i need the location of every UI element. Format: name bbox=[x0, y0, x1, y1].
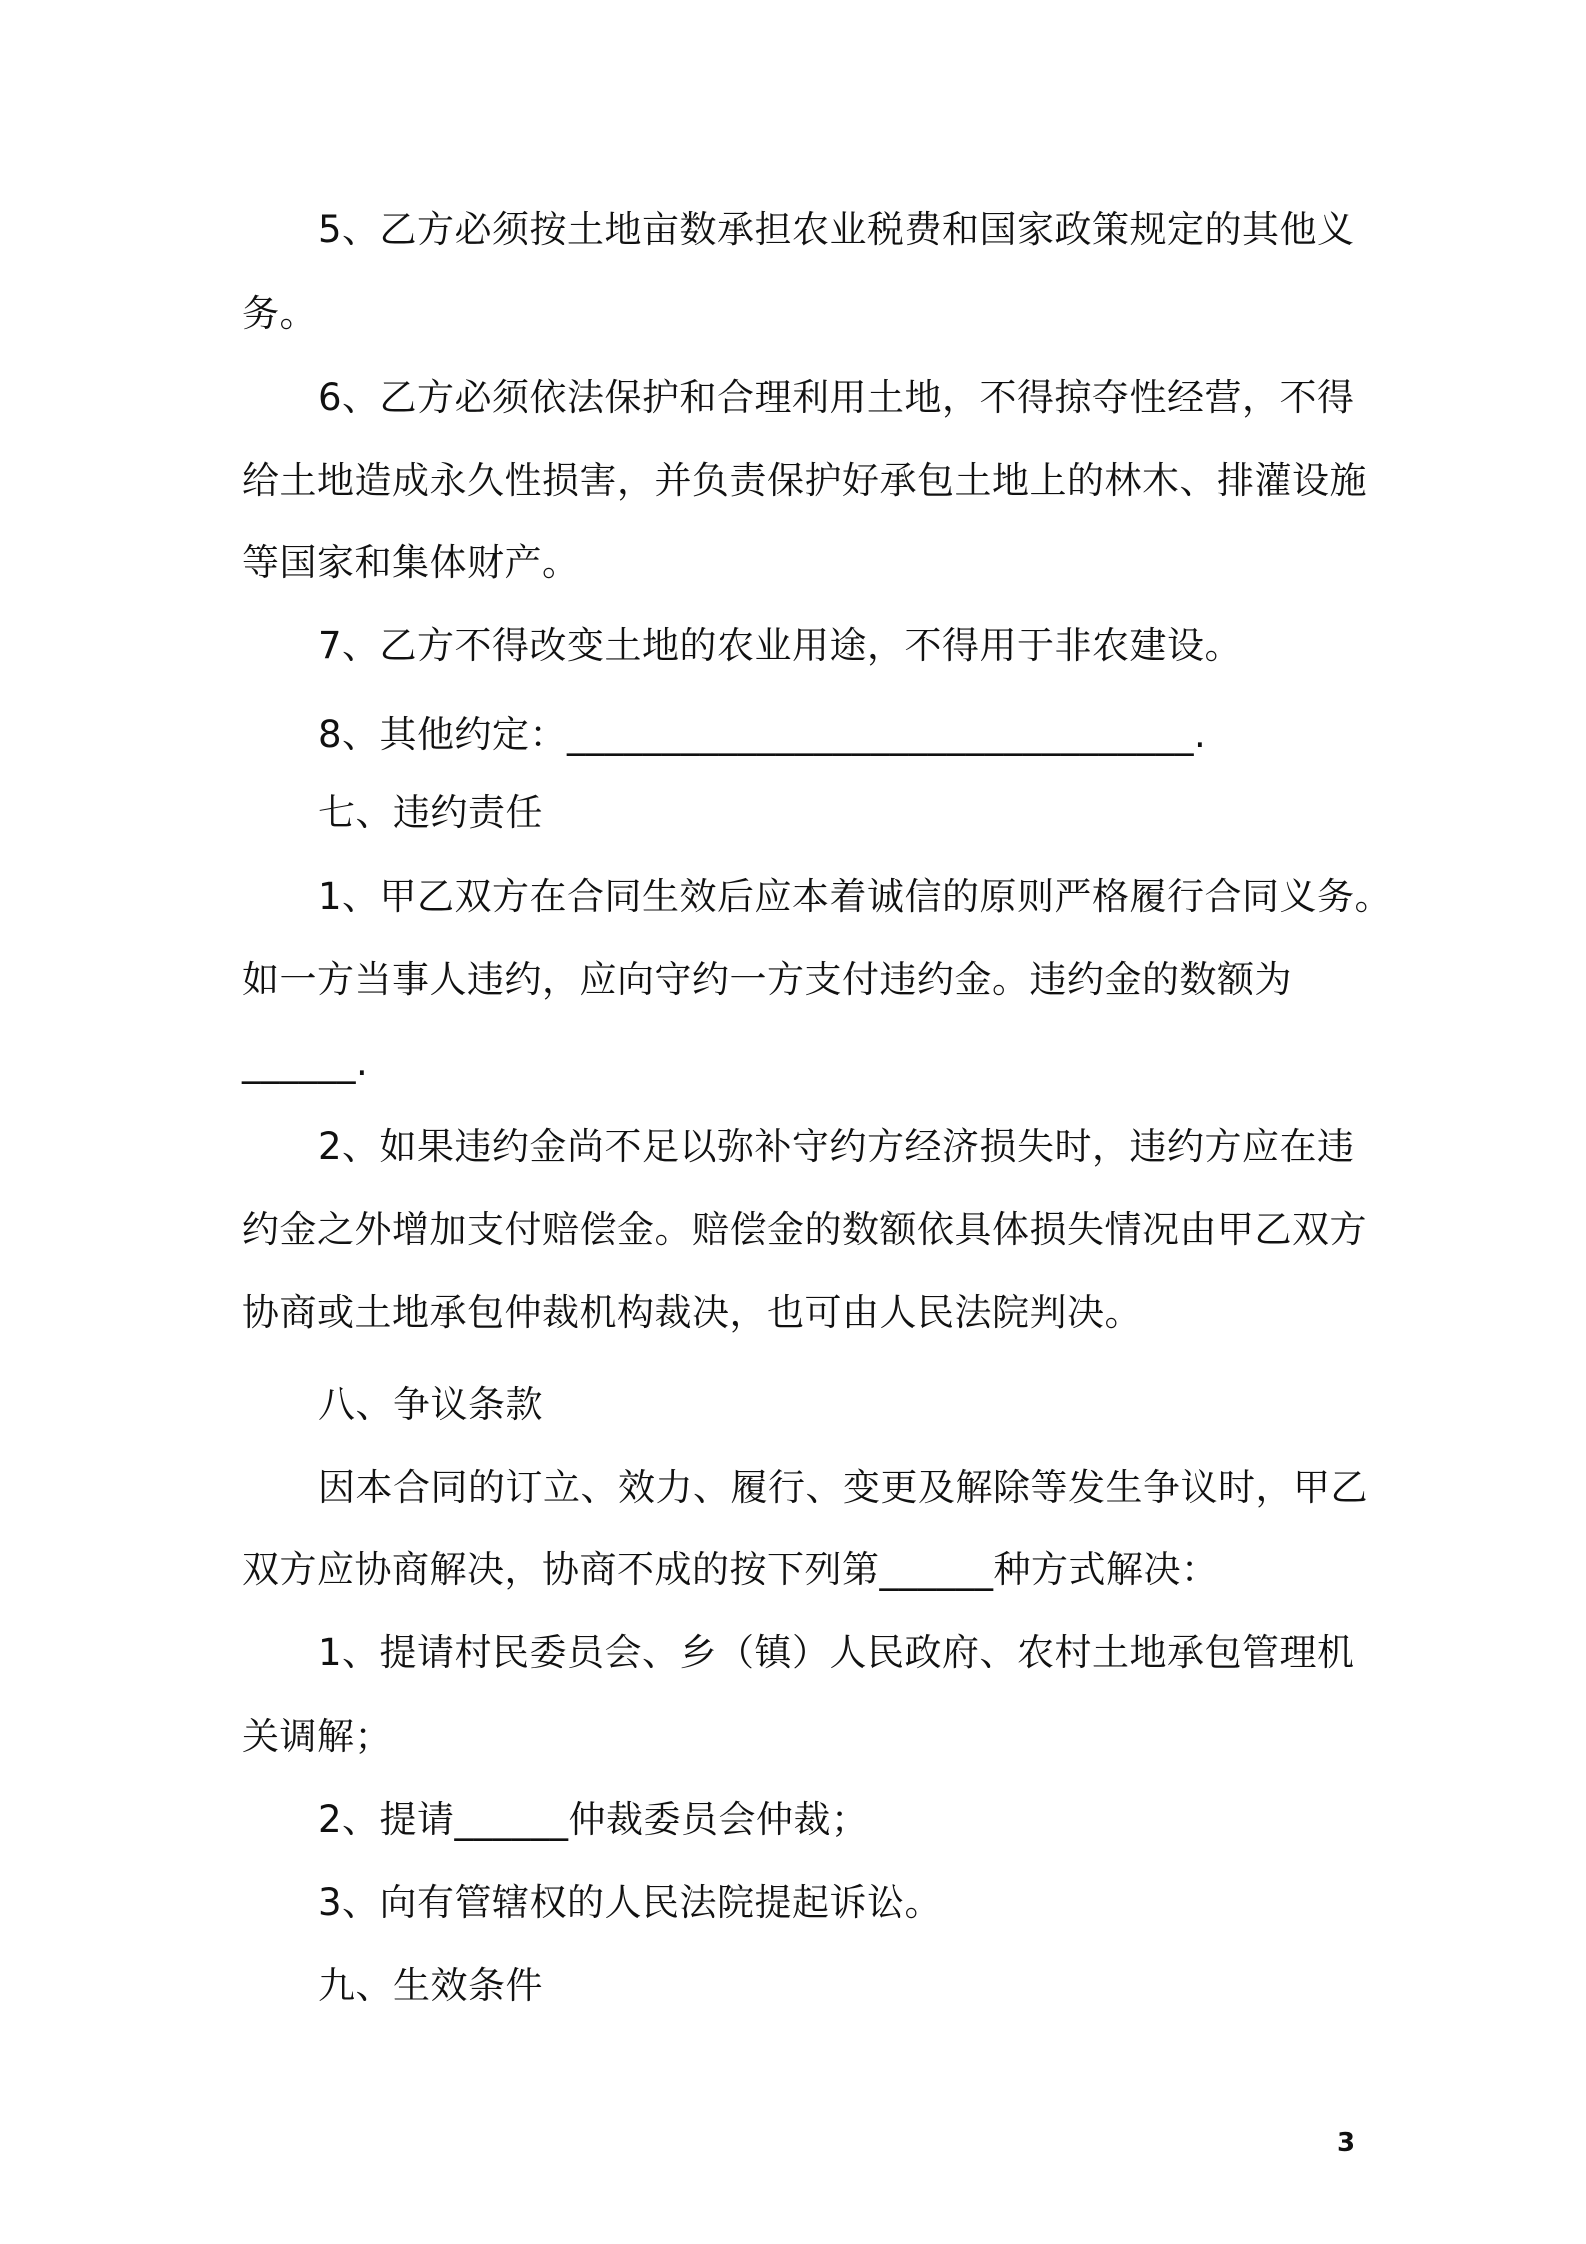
text-line: 务。 bbox=[242, 292, 317, 335]
text-line: ______. bbox=[242, 1041, 369, 1084]
text-line: 3、向有管辖权的人民法院提起诉讼。 bbox=[318, 1881, 943, 1924]
text-line: 1、甲乙双方在合同生效后应本着诚信的原则严格履行合同义务。 bbox=[318, 875, 1393, 918]
section-heading: 八、争议条款 bbox=[318, 1383, 543, 1426]
text-line: 等国家和集体财产。 bbox=[242, 541, 580, 584]
text-line: 协商或土地承包仲裁机构裁决，也可由人民法院判决。 bbox=[242, 1291, 1142, 1334]
text-line: 约金之外增加支付赔偿金。赔偿金的数额依具体损失情况由甲乙双方 bbox=[242, 1208, 1367, 1251]
text-line: 关调解； bbox=[242, 1715, 392, 1758]
text-line: 5、乙方必须按土地亩数承担农业税费和国家政策规定的其他义 bbox=[318, 208, 1355, 251]
text-line: 8、其他约定：_________________________________. bbox=[318, 713, 1207, 756]
text-line: 双方应协商解决，协商不成的按下列第______种方式解决： bbox=[242, 1548, 1219, 1591]
text-line: 2、如果违约金尚不足以弥补守约方经济损失时，违约方应在违 bbox=[318, 1125, 1355, 1168]
text-line: 如一方当事人违约，应向守约一方支付违约金。违约金的数额为 bbox=[242, 958, 1292, 1001]
page-number: 3 bbox=[1337, 2128, 1356, 2158]
text-line: 2、提请______仲裁委员会仲裁； bbox=[318, 1798, 869, 1841]
text-line: 7、乙方不得改变土地的农业用途，不得用于非农建设。 bbox=[318, 624, 1243, 667]
text-line: 6、乙方必须依法保护和合理利用土地，不得掠夺性经营，不得 bbox=[318, 376, 1355, 419]
text-line: 因本合同的订立、效力、履行、变更及解除等发生争议时，甲乙 bbox=[318, 1466, 1368, 1509]
section-heading: 九、生效条件 bbox=[318, 1964, 543, 2007]
text-line: 1、提请村民委员会、乡（镇）人民政府、农村土地承包管理机 bbox=[318, 1631, 1355, 1674]
section-heading: 七、违约责任 bbox=[318, 791, 543, 834]
text-line: 给土地造成永久性损害，并负责保护好承包土地上的林木、排灌设施 bbox=[242, 459, 1367, 502]
